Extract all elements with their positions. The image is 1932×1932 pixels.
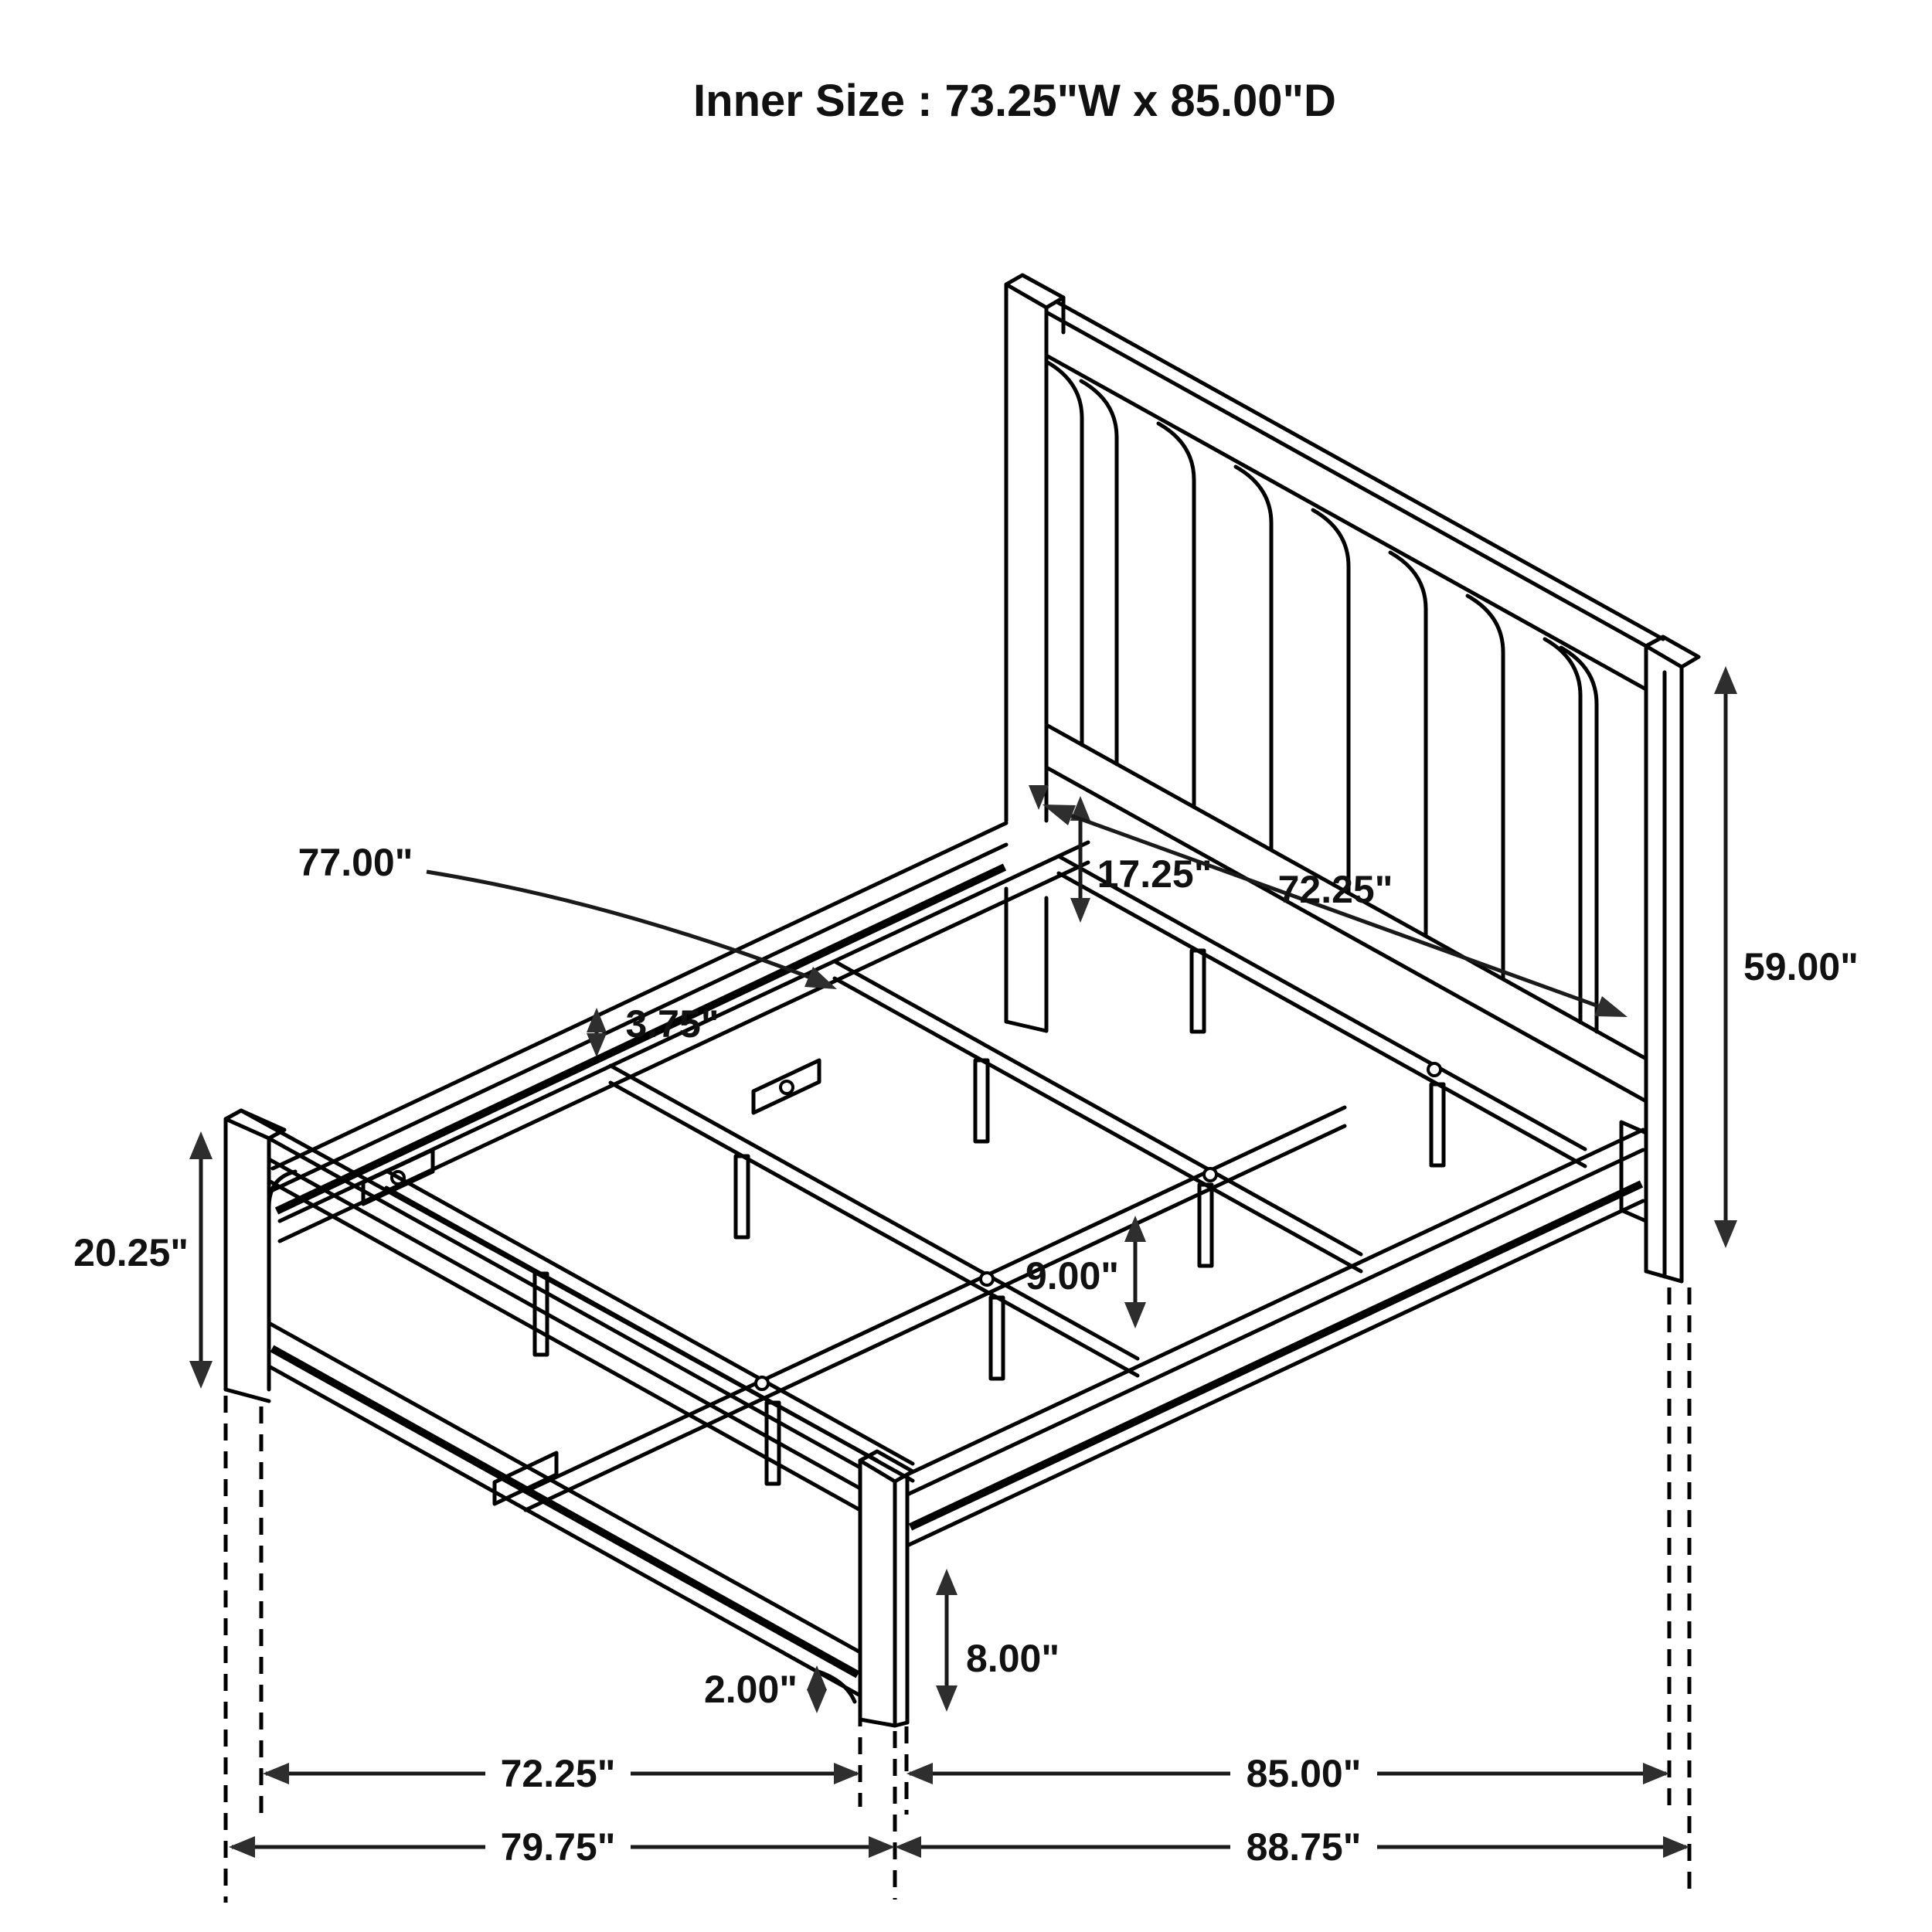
dim-bottom-width <box>263 1752 860 1795</box>
dim-label-headboard-height: 59.00" <box>1743 945 1859 988</box>
slat-leg <box>1431 1084 1444 1165</box>
footboard-bottom-rail <box>269 1323 860 1652</box>
dim-label-ledge-offset: 3.75" <box>625 1002 719 1046</box>
right-side-rail-shadow-edge <box>910 1184 1641 1527</box>
footboard-back-post-top <box>226 1111 284 1138</box>
slat-screw-hole <box>1428 1063 1440 1076</box>
center-support-rail <box>495 1107 1345 1510</box>
dim-label-headboard-inner-width: 72.25" <box>1277 868 1393 911</box>
footboard-top-rail <box>269 1138 860 1468</box>
slat <box>611 1066 1138 1359</box>
cleat-screw-hole <box>781 1081 793 1094</box>
dim-label-overall-depth: 88.75" <box>1246 1825 1362 1869</box>
slat-screw-hole <box>1204 1168 1216 1181</box>
dim-label-footboard-height: 20.25" <box>73 1231 189 1274</box>
dim-label-headboard-clearance: 17.25" <box>1097 852 1213 896</box>
dim-label-rail-floor-clearance: 8.00" <box>966 1637 1060 1680</box>
dim-label-side-rail-length: 77.00" <box>298 841 413 884</box>
dim-label-overall-width: 79.75" <box>500 1825 616 1869</box>
dim-rail-floor-clearance <box>936 1569 1060 1712</box>
dim-bottom-depth <box>906 1752 1669 1795</box>
headboard-right-post-top <box>1646 637 1699 667</box>
diagram-title: Inner Size : 73.25"W x 85.00"D <box>693 76 1336 126</box>
slat-leg <box>975 1060 988 1141</box>
mattress-slats <box>386 856 1585 1484</box>
dim-foot-lip <box>704 1665 827 1713</box>
dim-overall-width <box>229 1825 895 1869</box>
dim-label-bottom-width: 72.25" <box>500 1752 616 1795</box>
slat-screw-hole <box>756 1377 768 1389</box>
slat-leg <box>736 1156 748 1237</box>
headboard-channel-panel <box>1046 362 1597 1032</box>
dim-slat-leg-height <box>1026 1216 1146 1328</box>
dim-headboard-inner-width <box>1043 804 1628 1017</box>
slat <box>835 961 1361 1254</box>
dim-label-foot-lip: 2.00" <box>703 1668 798 1711</box>
dim-overall-depth <box>895 1825 1689 1869</box>
headboard-left-leg-bottom <box>1006 1022 1046 1031</box>
slat-screw-hole <box>981 1273 993 1285</box>
slat-leg <box>1199 1185 1212 1266</box>
slat-leg <box>991 1298 1003 1379</box>
slat-leg <box>1192 951 1204 1032</box>
dim-label-bottom-depth: 85.00" <box>1246 1752 1362 1795</box>
dimension-annotations <box>73 666 1859 1869</box>
dim-headboard-height <box>1714 666 1859 1248</box>
footboard-back-leg-bottom <box>226 1389 269 1401</box>
dim-label-slat-leg-height: 9.00" <box>1025 1254 1119 1298</box>
footboard <box>226 1111 913 1726</box>
dim-footboard-height <box>73 1131 213 1389</box>
slat <box>386 1171 913 1464</box>
footboard-front-leg-bottom <box>860 1719 907 1726</box>
headboard-top-rail <box>1057 302 1663 639</box>
headboard-left-post-top <box>1006 275 1063 308</box>
dim-side-rail-length <box>298 841 837 989</box>
right-side-rail <box>907 1130 1643 1546</box>
